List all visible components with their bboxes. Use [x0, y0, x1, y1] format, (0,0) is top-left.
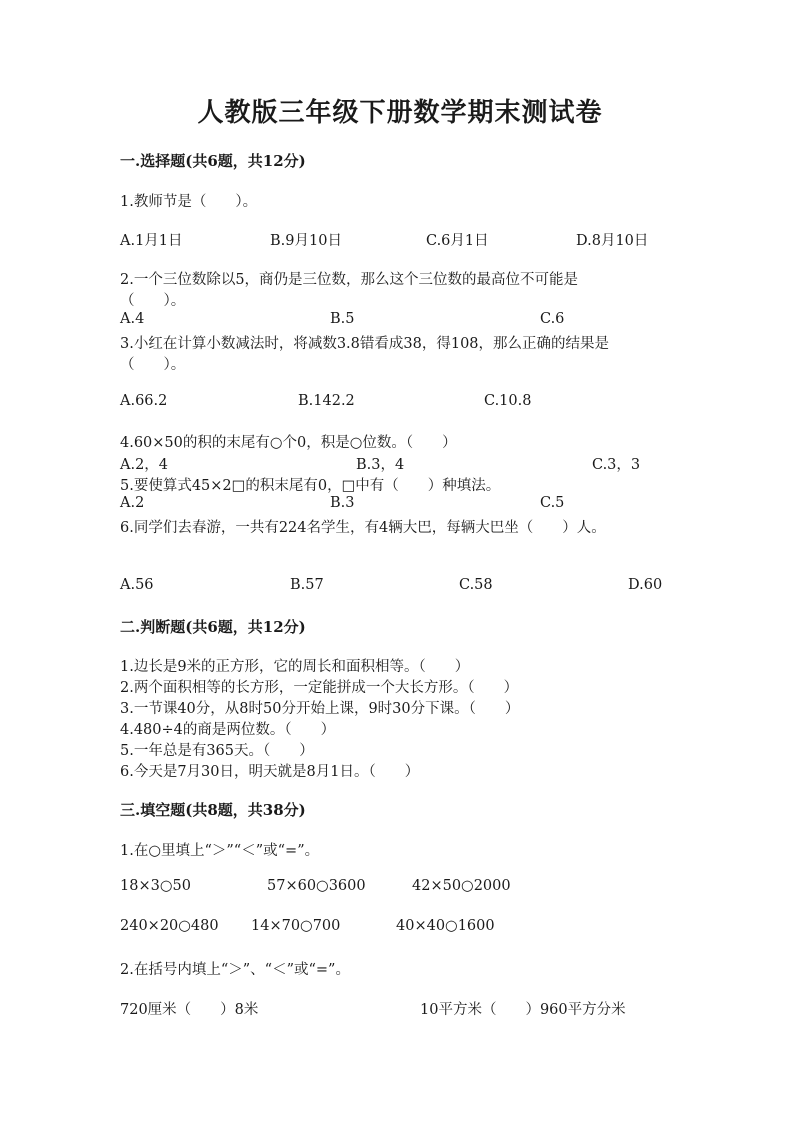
fill-item: 57×60○3600 [267, 878, 366, 894]
option: C.6月1日 [426, 233, 489, 249]
judge-item: 6.今天是7月30日，明天就是8月1日。（ ） [120, 764, 420, 780]
fill-item: 18×3○50 [120, 878, 191, 894]
question-stem: 2.在括号内填上“＞”、“＜”或“=”。 [120, 962, 350, 978]
option: B.5 [330, 311, 355, 327]
option: A.2，4 [120, 457, 169, 473]
judge-item: 1.边长是9米的正方形，它的周长和面积相等。（ ） [120, 659, 470, 675]
option: C.6 [540, 311, 565, 327]
question-stem: 1.在○里填上“＞”“＜”或“=”。 [120, 843, 320, 859]
page-title: 人教版三年级下册数学期末测试卷 [197, 98, 603, 128]
option: C.5 [540, 495, 565, 511]
fill-item: 240×20○480 [120, 918, 219, 934]
fill-item: 40×40○1600 [396, 918, 495, 934]
option: A.56 [120, 577, 154, 593]
question-stem: 3.小红在计算小数减法时，将减数3.8错看成38，得108，那么正确的结果是 [120, 336, 610, 352]
judge-item: 4.480÷4的商是两位数。（ ） [120, 722, 336, 738]
judge-item: 3.一节课40分，从8时50分开始上课，9时30分下课。（ ） [120, 701, 520, 717]
option: C.10.8 [484, 393, 532, 409]
question-stem-cont: （ ）。 [120, 293, 186, 309]
question-stem: 4.60×50的积的末尾有○个0，积是○位数。（ ） [120, 435, 457, 451]
section-heading-choice: 一.选择题(共6题，共12分) [120, 152, 306, 170]
section-heading-judge: 二.判断题(共6题，共12分) [120, 618, 306, 636]
option: A.4 [120, 311, 145, 327]
option: C.58 [459, 577, 493, 593]
option: B.57 [290, 577, 324, 593]
option: A.1月1日 [120, 233, 183, 249]
section-heading-fill: 三.填空题(共8题，共38分) [120, 801, 306, 819]
question-stem: 6.同学们去春游，一共有224名学生，有4辆大巴，每辆大巴坐（ ）人。 [120, 520, 606, 536]
option: A.2 [120, 495, 145, 511]
option: D.60 [628, 577, 663, 593]
option: C.3，3 [592, 457, 641, 473]
judge-item: 2.两个面积相等的长方形，一定能拼成一个大长方形。（ ） [120, 680, 519, 696]
question-stem: 5.要使算式45×2□的积末尾有0，□中有（ ）种填法。 [120, 478, 501, 494]
fill-item: 10平方米（ ）960平方分米 [420, 1002, 626, 1018]
fill-item: 42×50○2000 [412, 878, 511, 894]
question-stem-cont: （ ）。 [120, 357, 186, 373]
fill-item: 720厘米（ ）8米 [120, 1002, 259, 1018]
option: B.3，4 [356, 457, 405, 473]
option: B.3 [330, 495, 355, 511]
question-stem: 1.教师节是（ ）。 [120, 194, 258, 210]
option: A.66.2 [120, 393, 168, 409]
option: B.142.2 [298, 393, 355, 409]
option: B.9月10日 [270, 233, 342, 249]
judge-item: 5.一年总是有365天。（ ） [120, 743, 314, 759]
fill-item: 14×70○700 [251, 918, 341, 934]
question-stem: 2.一个三位数除以5，商仍是三位数，那么这个三位数的最高位不可能是 [120, 272, 579, 288]
option: D.8月10日 [576, 233, 649, 249]
